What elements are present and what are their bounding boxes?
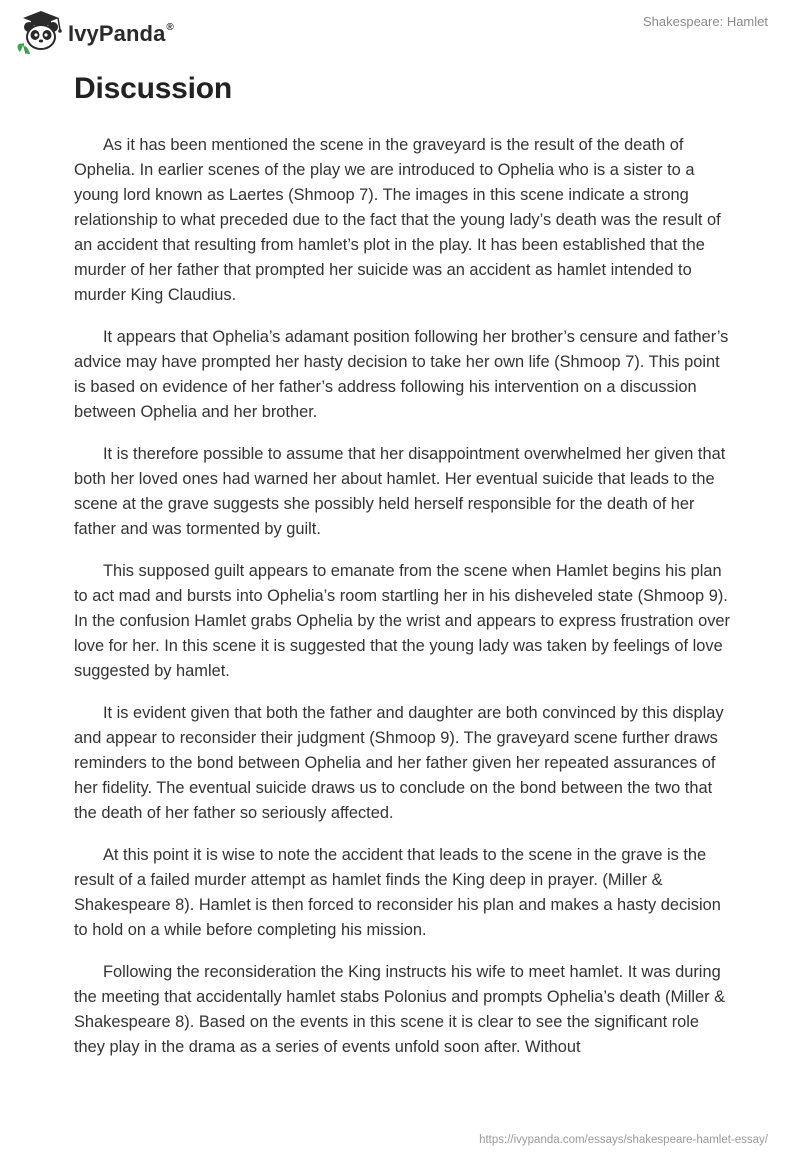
- essay-body: [74, 133, 734, 1077]
- section-heading: Discussion: [74, 72, 233, 105]
- panda-graduate-icon: [14, 10, 66, 56]
- paragraph: At this point it is wise to note the accident that leads to the scene in the grave is the result of a failed murder attempt as hamlet finds the King deep in prayer. (Miller & Shakespeare 8). Hamlet is then forced to reconsider his plan and makes a hasty decision to hold on a while before completing his mission.: [74, 846, 721, 939]
- ivypanda-logo[interactable]: [14, 10, 174, 56]
- paragraph: It is therefore possible to assume that her disappointment overwhelmed her given that both her loved ones had warned her about hamlet. Her eventual suicide that leads to the scene at the grave suggests she possibly held herself responsible for the death of her father and was tormented by guilt.: [74, 445, 726, 538]
- paragraph: This supposed guilt appears to emanate from the scene when Hamlet begins his plan to act mad and bursts into Ophelia’s room startling her in his disheveled state (Shmoop 9). In the confusion Hamlet grabs Ophelia by the wrist and appears to express frustration over love for her. In this scene it is suggested that the young lady was taken by feelings of love suggested by hamlet.: [74, 562, 730, 680]
- paragraph: Following the reconsideration the King instructs his wife to meet hamlet. It was during the meeting that accidentally hamlet stabs Polonius and prompts Ophelia’s death (Miller & Shakespeare 8). Based on the events in this scene it is clear to see the significant role they play in the drama as a series of events unfold soon after. Without: [74, 963, 726, 1056]
- document-title: Shakespeare: Hamlet: [642, 14, 768, 29]
- paragraph: It is evident given that both the father and daughter are both convinced by this display and appear to reconsider their judgment (Shmoop 9). The graveyard scene further draws reminders to the bond between Ophelia and her father given her repeated assurances of her fidelity. The eventual suicide draws us to conclude on the bond between the two that the death of her father so seriously affected.: [74, 704, 724, 822]
- paragraph: As it has been mentioned the scene in the graveyard is the result of the death of Ophelia. In earlier scenes of the play we are introduced to Ophelia who is a sister to a young lord known as Laertes (Shmoop 7). The images in this scene indicate a strong relationship to what preceded due to the fact that the young lady’s death was the result of an accident that resulting from hamlet’s plot in the play. It has been established that the murder of her father that prompted her suicide was an accident as hamlet intended to murder King Claudius.: [74, 136, 721, 304]
- registered-mark: ®: [166, 21, 174, 33]
- page-header: [0, 0, 800, 70]
- paragraph: It appears that Ophelia’s adamant position following her brother’s censure and father’s advice may have prompted her hasty decision to take her own life (Shmoop 7). This point is based on evidence of her father’s address following his intervention on a discussion between Ophelia and her brother.: [74, 328, 729, 421]
- source-url-link[interactable]: https://ivypanda.com/essays/shakespeare-hamlet-essay/: [479, 1134, 768, 1146]
- brand-name: IvyPanda®: [68, 21, 174, 46]
